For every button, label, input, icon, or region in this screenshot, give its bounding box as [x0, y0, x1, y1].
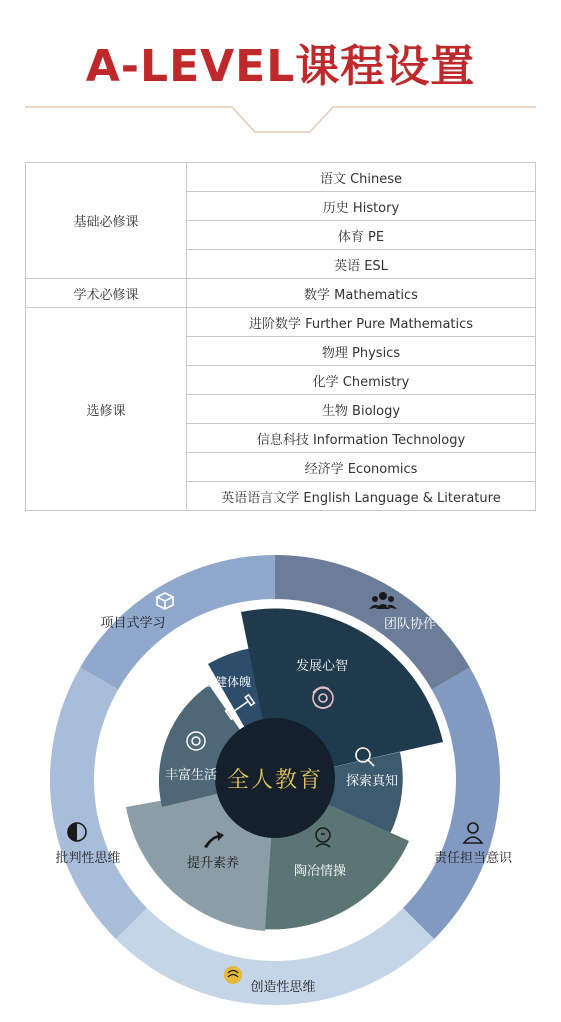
inner-label-quality: 提升素养 [186, 856, 240, 871]
course-cell: 进阶数学 Further Pure Mathematics [187, 308, 536, 337]
center-label: 全人教育 [226, 768, 324, 793]
outer-label-critical: 批判性思维 [55, 851, 121, 866]
course-cell: 英语 ESL [187, 250, 536, 279]
course-table [25, 162, 536, 511]
title-divider [25, 95, 536, 140]
course-cell: 英语语言文学 English Language & Literature [187, 482, 536, 511]
table-row [26, 308, 536, 337]
outer-label-creative: 创造性思维 [250, 980, 316, 995]
table-row [26, 279, 536, 308]
table-row [26, 163, 536, 192]
category-cell: 基础必修课 [26, 163, 187, 279]
course-cell: 体育 PE [187, 221, 536, 250]
course-cell: 数学 Mathematics [187, 279, 536, 308]
inner-label-life: 丰富生活 [164, 768, 218, 783]
course-cell: 历史 History [187, 192, 536, 221]
page-title: A-LEVEL课程设置 [85, 41, 476, 92]
inner-label-explore: 探索真知 [345, 774, 399, 789]
outer-label-project: 项目式学习 [100, 616, 166, 631]
inner-label-physique: 强健体魄 [202, 675, 252, 689]
education-wheel [40, 545, 520, 1015]
category-cell: 选修课 [26, 308, 187, 511]
course-cell: 信息科技 Information Technology [187, 424, 536, 453]
course-cell: 生物 Biology [187, 395, 536, 424]
outer-label-team: 团队协作 [383, 617, 437, 632]
course-cell: 语文 Chinese [187, 163, 536, 192]
brain-icon [224, 966, 242, 984]
outer-label-responsibility: 责任担当意识 [433, 851, 513, 866]
course-cell: 化学 Chemistry [187, 366, 536, 395]
course-cell: 经济学 Economics [187, 453, 536, 482]
course-cell: 物理 Physics [187, 337, 536, 366]
inner-label-mind: 发展心智 [295, 659, 349, 674]
inner-label-sentiment: 陶冶情操 [293, 864, 347, 879]
category-cell: 学术必修课 [26, 279, 187, 308]
